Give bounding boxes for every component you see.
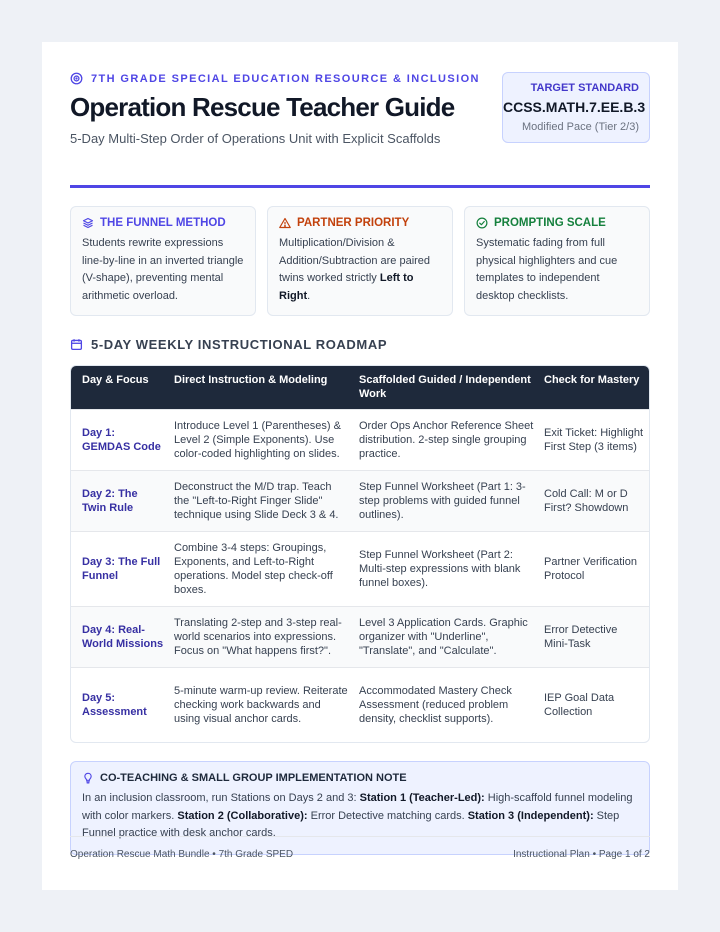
- roadmap-title: 5-DAY WEEKLY INSTRUCTIONAL ROADMAP: [91, 337, 388, 352]
- check-cell: Cold Call: M or D First? Showdown: [539, 470, 649, 531]
- station-3-text: Step Funnel practice with desk anchor cards.: [82, 809, 620, 839]
- eyebrow-text: 7TH GRADE SPECIAL EDUCATION RESOURCE & INCLUSION: [91, 72, 480, 85]
- day-cell: Day 2: The Twin Rule: [71, 470, 169, 531]
- target-standard-box: [502, 72, 650, 143]
- work-cell: Order Ops Anchor Reference Sheet distribution. 2-step single grouping practice.: [354, 409, 539, 470]
- table-row: [71, 470, 649, 531]
- footer-right: Instructional Plan • Page 1 of 2: [513, 849, 650, 860]
- card-body-text: Multiplication/Division & Addition/Subtraction are paired twins worked strictly: [279, 237, 431, 284]
- lightbulb-icon: [82, 772, 94, 784]
- check-cell: Error Detective Mini-Task: [539, 606, 649, 667]
- check-circle-icon: [476, 217, 488, 229]
- roadmap-table: [70, 365, 650, 743]
- table-row: [71, 531, 649, 606]
- calendar-icon: [70, 338, 83, 351]
- check-cell: Exit Ticket: Highlight First Step (3 items): [539, 409, 649, 470]
- column-header: Check for Mastery: [539, 366, 649, 409]
- check-cell: Partner Verification Protocol: [539, 531, 649, 606]
- page-footer: [70, 836, 650, 860]
- card-partner-priority: [267, 206, 453, 316]
- footer-left: Operation Rescue Math Bundle • 7th Grade SPED: [70, 849, 294, 860]
- layers-icon: [82, 217, 94, 229]
- instruction-cell: Deconstruct the M/D trap. Teach the "Left-to-Right Finger Slide" technique using Slide Deck 3 & 4.: [169, 470, 354, 531]
- card-prompting-scale: [464, 206, 650, 316]
- note-intro: In an inclusion classroom, run Stations on Days 2 and 3:: [82, 792, 360, 804]
- work-cell: Accommodated Mastery Check Assessment (reduced problem density, checklist supports).: [354, 667, 539, 742]
- page-title: Operation Rescue Teacher Guide: [70, 92, 455, 122]
- station-3-label: Station 3 (Independent):: [467, 809, 594, 822]
- station-2-label: Station 2 (Collaborative):: [177, 809, 308, 822]
- table-row: [71, 667, 649, 742]
- work-cell: Step Funnel Worksheet (Part 1: 3-step problems with guided funnel outlines).: [354, 470, 539, 531]
- note-body: [82, 790, 638, 843]
- station-1-label: Station 1 (Teacher-Led):: [359, 792, 485, 804]
- card-title: THE FUNNEL METHOD: [100, 217, 226, 229]
- station-2-text: Error Detective matching cards.: [307, 809, 468, 822]
- card-body: Systematic fading from full physical highlighters and cue templates to independent desktop checklists.: [476, 237, 618, 302]
- day-cell: Day 3: The Full Funnel: [71, 531, 169, 606]
- standard-code: CCSS.MATH.7.EE.B.3: [503, 99, 646, 115]
- card-title: PROMPTING SCALE: [494, 217, 606, 229]
- card-title-row: [82, 217, 244, 229]
- column-header: Day & Focus: [71, 366, 169, 409]
- card-body-end: .: [307, 289, 311, 302]
- document-page: [42, 42, 678, 890]
- table-row: [71, 409, 649, 470]
- warning-icon: [279, 217, 291, 229]
- roadmap-section-title: [70, 337, 650, 352]
- card-title-row: [476, 217, 638, 229]
- day-cell: Day 5: Assessment: [71, 667, 169, 742]
- card-title-row: [279, 217, 441, 229]
- station-1-text: High-scaffold funnel modeling with color markers.: [82, 792, 633, 822]
- card-title: PARTNER PRIORITY: [297, 217, 410, 229]
- table-row: [71, 606, 649, 667]
- instruction-cell: Combine 3-4 steps: Groupings, Exponents, and Left-to-Right operations. Model step check-off boxes.: [169, 531, 354, 606]
- work-cell: Step Funnel Worksheet (Part 2: Multi-step expressions with blank funnel boxes).: [354, 531, 539, 606]
- card-funnel-method: [70, 206, 256, 316]
- instruction-cell: Translating 2-step and 3-step real-world scenarios into expressions. Focus on "What happens first?".: [169, 606, 354, 667]
- note-title-row: [82, 772, 638, 784]
- instruction-cell: 5-minute warm-up review. Reiterate checking work backwards and using visual anchor cards.: [169, 667, 354, 742]
- card-body: Students rewrite expressions line-by-line in an inverted triangle (V-shape), preventing mental arithmetic overload.: [82, 237, 244, 302]
- strategy-cards: [70, 206, 650, 316]
- page-subtitle: 5-Day Multi-Step Order of Operations Unit with Explicit Scaffolds: [70, 131, 441, 146]
- standard-pace: Modified Pace (Tier 2/3): [522, 121, 639, 133]
- check-cell: IEP Goal Data Collection: [539, 667, 649, 742]
- column-header: Scaffolded Guided / Independent Work: [354, 366, 539, 409]
- day-cell: Day 4: Real-World Missions: [71, 606, 169, 667]
- column-header: Direct Instruction & Modeling: [169, 366, 354, 409]
- card-body-emphasis: Left to Right: [279, 272, 414, 302]
- note-title: CO-TEACHING & SMALL GROUP IMPLEMENTATION NOTE: [100, 772, 407, 784]
- work-cell: Level 3 Application Cards. Graphic organizer with "Underline", "Translate", and "Calculate".: [354, 606, 539, 667]
- standard-label: TARGET STANDARD: [530, 82, 639, 94]
- day-cell: Day 1: GEMDAS Code: [71, 409, 169, 470]
- header: [70, 72, 650, 188]
- instruction-cell: Introduce Level 1 (Parentheses) & Level 2 (Simple Exponents). Use color-coded highlighting on slides.: [169, 409, 354, 470]
- card-body: [279, 235, 441, 305]
- table-header-row: [71, 366, 649, 409]
- target-icon: [70, 72, 83, 85]
